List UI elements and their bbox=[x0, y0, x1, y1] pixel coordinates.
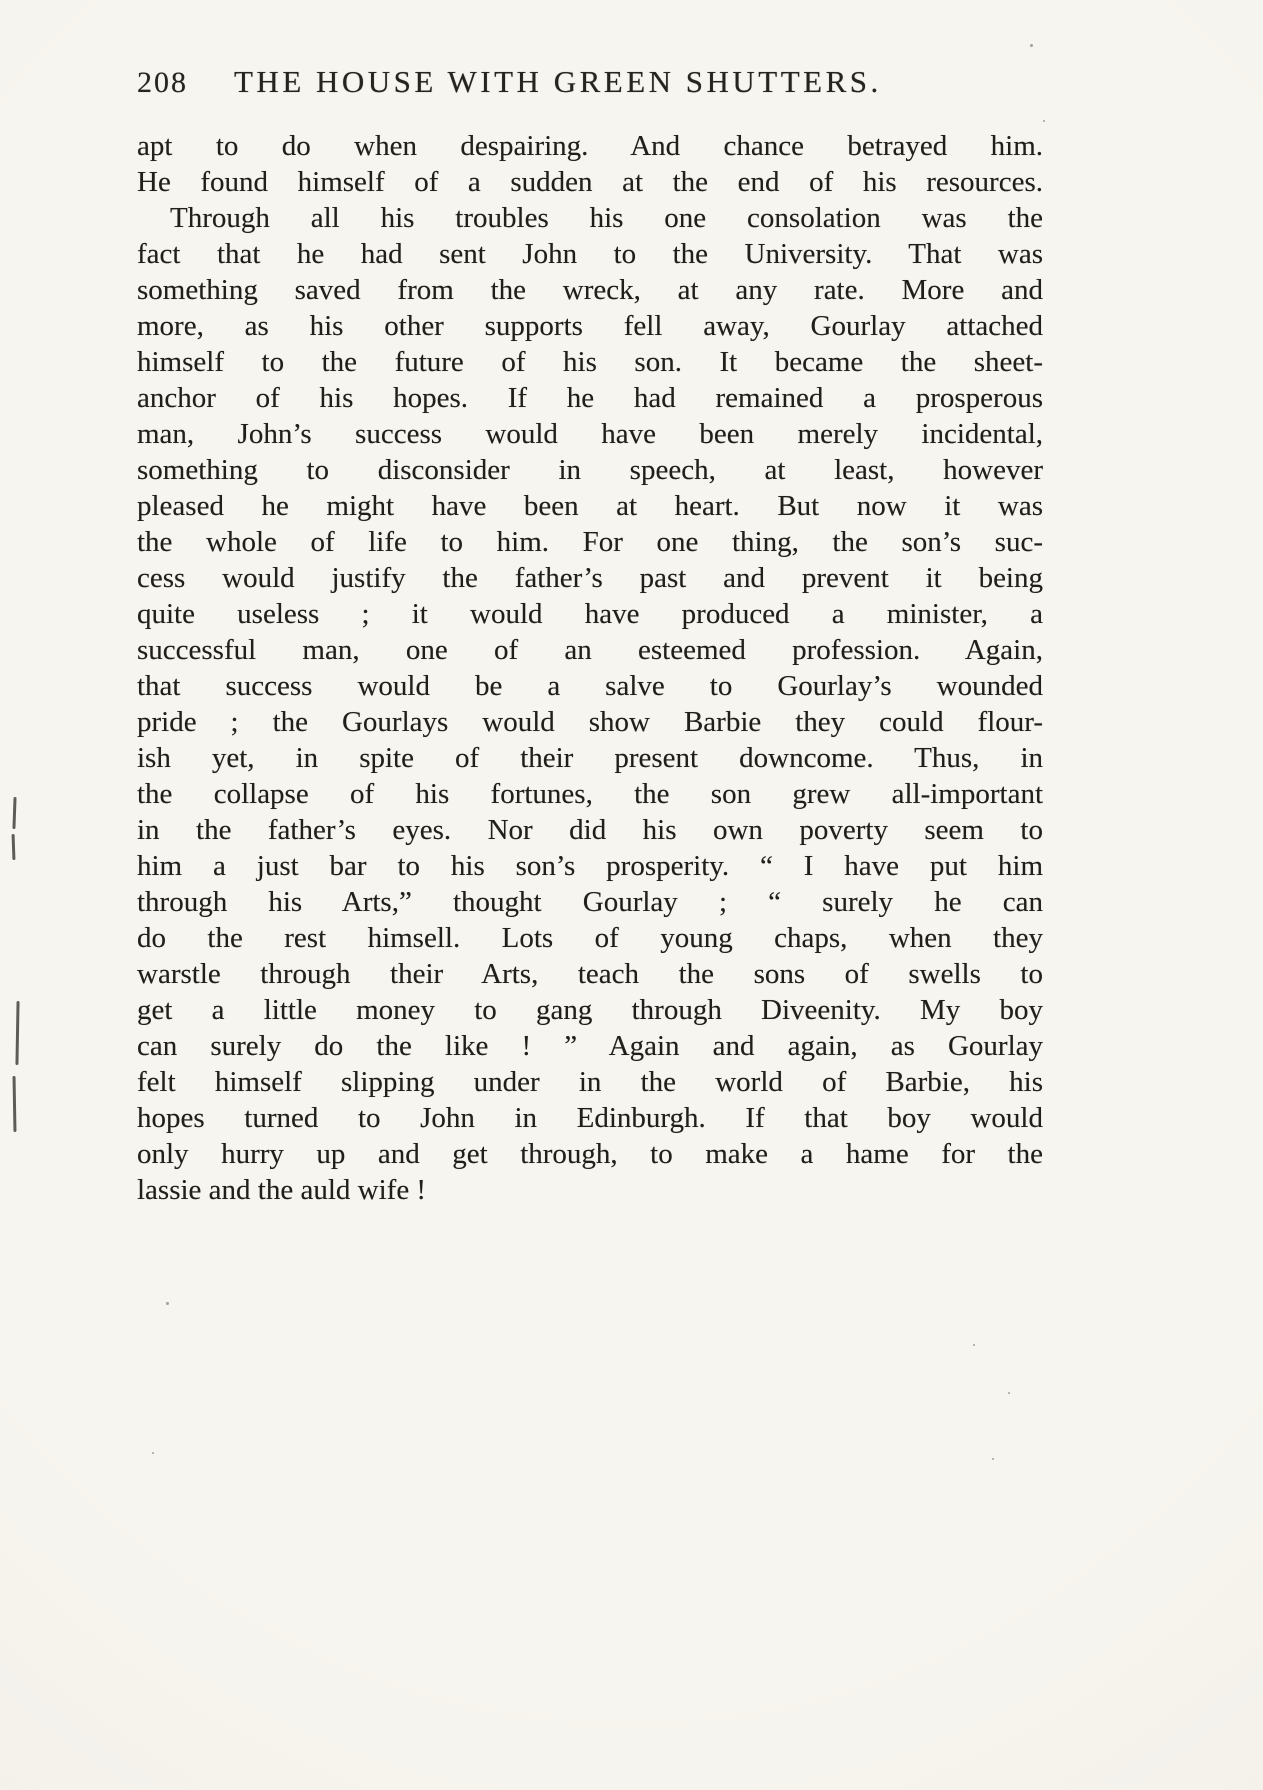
text-line: felt himself slipping under in the world of Barbie, his bbox=[137, 1066, 1043, 1098]
page-header bbox=[137, 64, 882, 100]
text-line: cess would justify the father’s past and prevent it being bbox=[137, 562, 1043, 594]
text-line: in the father’s eyes. Nor did his own poverty seem to bbox=[137, 814, 1043, 846]
text-line: successful man, one of an esteemed profession. Again, bbox=[137, 634, 1043, 666]
text-line: ish yet, in spite of their present downcome. Thus, in bbox=[137, 742, 1043, 774]
text-line: He found himself of a sudden at the end of his resources. bbox=[137, 166, 1043, 198]
scan-speck bbox=[1008, 1392, 1010, 1394]
text-line: Through all his troubles his one consolation was the bbox=[170, 202, 1043, 234]
text-line: quite useless ; it would have produced a minister, a bbox=[137, 598, 1043, 630]
text-line: something saved from the wreck, at any rate. More and bbox=[137, 274, 1043, 306]
margin-pen-mark bbox=[12, 797, 16, 829]
scan-speck bbox=[1043, 120, 1045, 122]
text-line: something to disconsider in speech, at least, however bbox=[137, 454, 1043, 486]
text-line: man, John’s success would have been merely incidental, bbox=[137, 418, 1043, 450]
text-line: fact that he had sent John to the University. That was bbox=[137, 238, 1043, 270]
scan-speck bbox=[1030, 44, 1033, 47]
text-line: himself to the future of his son. It became the sheet- bbox=[137, 346, 1043, 378]
paragraph bbox=[137, 128, 1043, 200]
page-number: 208 bbox=[137, 66, 188, 99]
running-title: THE HOUSE WITH GREEN SHUTTERS. bbox=[234, 64, 882, 99]
text-line: lassie and the auld wife ! bbox=[137, 1174, 427, 1206]
margin-pen-mark bbox=[13, 1076, 17, 1132]
text-line: more, as his other supports fell away, Gourlay attached bbox=[137, 310, 1043, 342]
text-line: only hurry up and get through, to make a hame for the bbox=[137, 1138, 1043, 1170]
paragraph bbox=[137, 200, 1043, 1208]
text-line: pleased he might have been at heart. But now it was bbox=[137, 490, 1043, 522]
text-line: the whole of life to him. For one thing, the son’s suc- bbox=[137, 526, 1043, 558]
text-line: apt to do when despairing. And chance betrayed him. bbox=[137, 130, 1043, 162]
text-line: him a just bar to his son’s prosperity. “ I have put him bbox=[137, 850, 1043, 882]
margin-pen-mark bbox=[12, 834, 16, 860]
text-line: warstle through their Arts, teach the sons of swells to bbox=[137, 958, 1043, 990]
scan-speck bbox=[166, 1302, 169, 1305]
text-line: pride ; the Gourlays would show Barbie they could flour- bbox=[137, 706, 1043, 738]
text-line: the collapse of his fortunes, the son grew all-important bbox=[137, 778, 1043, 810]
text-line: hopes turned to John in Edinburgh. If that boy would bbox=[137, 1102, 1043, 1134]
text-line: do the rest himsell. Lots of young chaps, when they bbox=[137, 922, 1043, 954]
text-line: get a little money to gang through Diveenity. My boy bbox=[137, 994, 1043, 1026]
text-line: that success would be a salve to Gourlay’s wounded bbox=[137, 670, 1043, 702]
scan-speck bbox=[992, 1458, 994, 1460]
body-text bbox=[137, 128, 1043, 1208]
text-line: anchor of his hopes. If he had remained a prosperous bbox=[137, 382, 1043, 414]
margin-pen-mark bbox=[15, 1001, 19, 1065]
text-line: through his Arts,” thought Gourlay ; “ surely he can bbox=[137, 886, 1043, 918]
text-line: can surely do the like ! ” Again and again, as Gourlay bbox=[137, 1030, 1043, 1062]
scan-speck bbox=[973, 1344, 975, 1346]
scan-speck bbox=[152, 1452, 154, 1454]
